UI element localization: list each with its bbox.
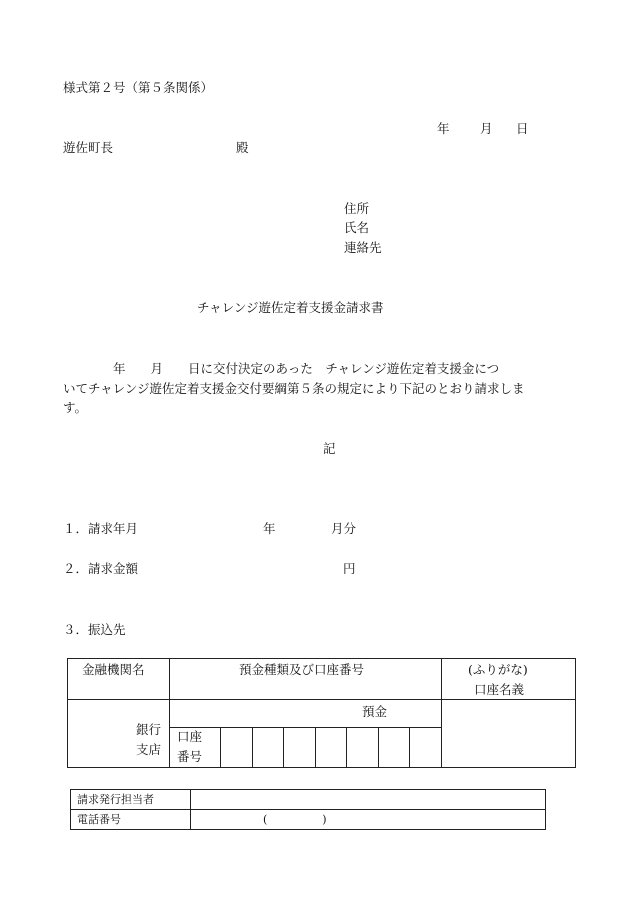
deposit-label: 預金: [362, 704, 388, 719]
account-digit-divider: [378, 727, 379, 768]
bank-label: 銀行: [136, 722, 162, 737]
account-digit-divider: [252, 727, 253, 768]
account-digit-divider: [346, 727, 347, 768]
contact-table-divider: [190, 789, 191, 830]
request-month-label: １．請求年月: [63, 521, 139, 536]
request-month-year: 年: [263, 521, 276, 536]
bank-table-divider: [169, 658, 170, 768]
date-day: 日: [516, 121, 529, 136]
bank-name-header: 金融機関名: [82, 662, 145, 677]
branch-label: 支店: [136, 742, 162, 757]
contact-table-divider: [70, 809, 546, 810]
account-label-line2: 番号: [177, 749, 203, 764]
phone-value: ( ): [263, 813, 327, 826]
account-digit-divider: [220, 727, 221, 768]
applicant-address-label: 住所: [344, 201, 370, 216]
body-line-3: す。: [63, 400, 88, 415]
request-month-suffix: 月分: [331, 521, 357, 536]
ki-mark: 記: [323, 441, 336, 456]
request-amount-label: ２．請求金額: [63, 561, 139, 576]
bank-table-divider: [169, 727, 441, 728]
date-month: 月: [480, 121, 493, 136]
request-amount-unit: 円: [343, 561, 356, 576]
transfer-label: ３．振込先: [63, 622, 126, 637]
body-line-1: 年 月 日に交付決定のあった チャレンジ遊佐定着支援金につ: [113, 361, 500, 376]
furigana-header: (ふりがな): [468, 662, 528, 677]
date-year: 年: [437, 121, 450, 136]
applicant-contact-label: 連絡先: [344, 240, 382, 255]
bank-table-divider: [441, 658, 442, 768]
issuer-person-label: 請求発行担当者: [77, 793, 154, 806]
account-holder-header: 口座名義: [474, 682, 525, 697]
document-title: チャレンジ遊佐定着支援金請求書: [197, 300, 384, 315]
body-line-2: いてチャレンジ遊佐定着支援金交付要綱第５条の規定により下記のとおり請求しま: [63, 381, 525, 396]
deposit-type-header: 預金種類及び口座番号: [239, 662, 365, 677]
addressee-honorific: 殿: [236, 140, 249, 155]
addressee-name: 遊佐町長: [63, 140, 114, 155]
account-digit-divider: [315, 727, 316, 768]
phone-label: 電話番号: [77, 813, 121, 826]
bank-table-divider: [67, 699, 576, 700]
applicant-name-label: 氏名: [344, 220, 370, 235]
form-number: 様式第２号（第５条関係）: [63, 80, 214, 95]
account-digit-divider: [283, 727, 284, 768]
account-digit-divider: [409, 727, 410, 768]
account-label-line1: 口座: [177, 729, 203, 744]
